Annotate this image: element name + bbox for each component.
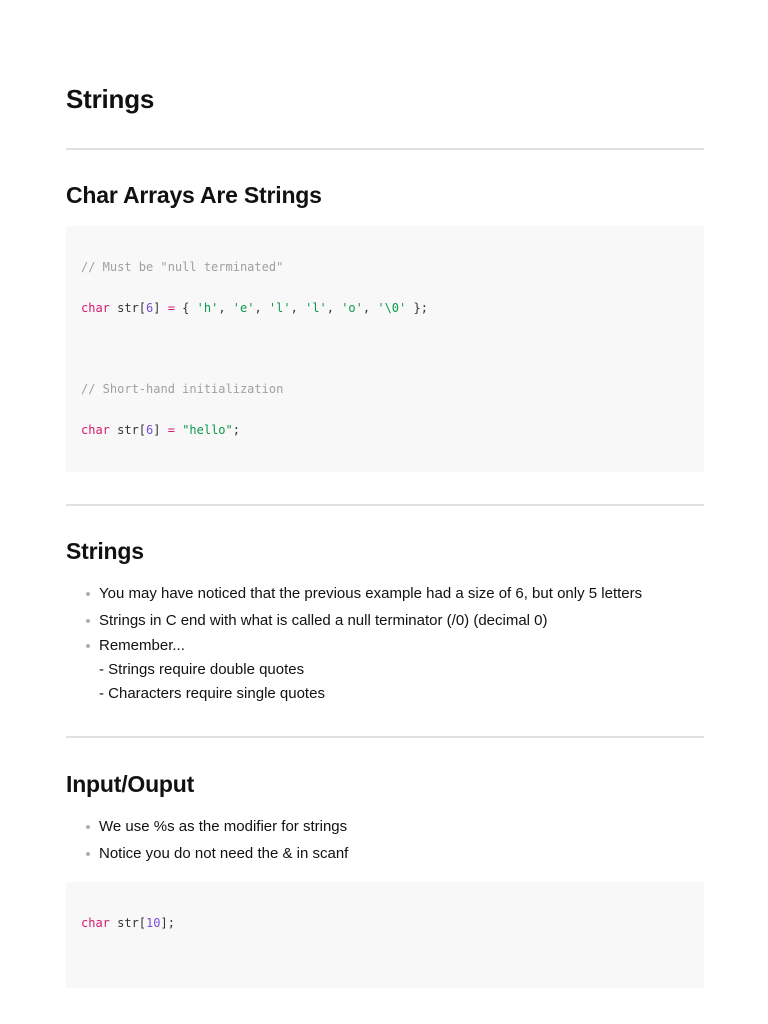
code-char: 'e' — [232, 301, 255, 315]
list-sub-line: - Characters require single quotes — [99, 685, 325, 702]
code-sep: , — [326, 301, 342, 315]
page-title: Strings — [66, 84, 155, 114]
divider — [66, 736, 704, 738]
code-keyword: char — [81, 423, 110, 437]
section-heading-strings: Strings — [66, 538, 144, 564]
code-string: "hello" — [182, 423, 233, 437]
code-text: ]; — [160, 916, 175, 930]
code-number: 10 — [146, 916, 161, 930]
section-heading-char-arrays: Char Arrays Are Strings — [66, 182, 322, 208]
code-line — [81, 300, 428, 316]
code-operator: = — [167, 423, 175, 437]
code-sep: , — [290, 301, 306, 315]
list-item: We use %s as the modifier for strings — [66, 815, 348, 839]
section-heading-input-output: Input/Ouput — [66, 771, 195, 797]
code-block-char-arrays — [66, 226, 704, 472]
list-item: Strings in C end with what is called a null terminator (/0) (decimal 0) — [66, 609, 642, 633]
code-text: { — [174, 301, 197, 315]
divider — [66, 504, 704, 506]
code-sep: , — [362, 301, 378, 315]
code-comment: // Short-hand initialization — [81, 382, 284, 396]
code-keyword: char — [81, 301, 110, 315]
code-number: 6 — [146, 423, 154, 437]
list-item: You may have noticed that the previous example had a size of 6, but only 5 letters — [66, 582, 642, 606]
code-char: 'h' — [196, 301, 219, 315]
code-char: 'l' — [305, 301, 327, 315]
divider — [66, 148, 704, 150]
code-sep: , — [254, 301, 269, 315]
code-char: '\0' — [377, 301, 407, 315]
code-text: str[ — [109, 423, 147, 437]
bullet-list-input-output — [66, 815, 348, 866]
code-block-input-output — [66, 882, 704, 988]
code-text: str[ — [109, 916, 147, 930]
code-number: 6 — [146, 301, 154, 315]
code-char: 'l' — [268, 301, 291, 315]
list-sub-line: - Strings require double quotes — [99, 661, 305, 678]
code-text: ] — [153, 423, 168, 437]
code-sep: , — [218, 301, 233, 315]
code-text: }; — [406, 301, 428, 315]
code-text: ; — [232, 423, 240, 437]
code-line — [81, 422, 240, 438]
code-comment: // Must be "null terminated" — [81, 260, 284, 274]
list-item: Remember... - Strings require double quotes - Characters require single quotes — [66, 634, 642, 706]
code-keyword: char — [81, 916, 110, 930]
code-text: ] — [153, 301, 168, 315]
bullet-list-strings — [66, 582, 642, 706]
code-operator: = — [167, 301, 175, 315]
code-line — [81, 915, 175, 931]
list-item: Notice you do not need the & in scanf — [66, 842, 348, 866]
code-text: str[ — [109, 301, 147, 315]
code-char: 'o' — [341, 301, 363, 315]
